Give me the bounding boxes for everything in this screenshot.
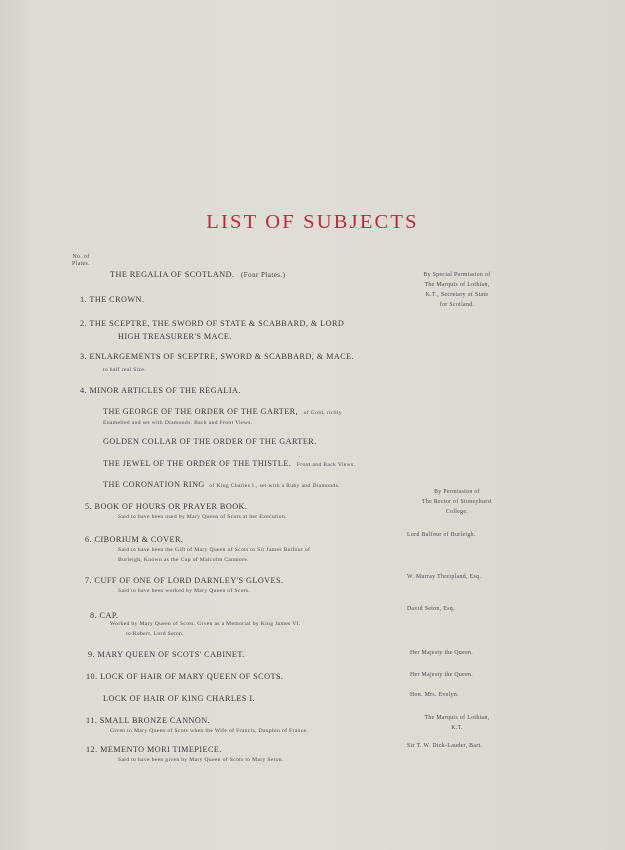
list-item: 1. THE CROWN. [80,295,145,304]
list-item: 2. THE SCEPTRE, THE SWORD OF STATE & SCABBARD, & LORD [80,319,345,328]
sub-item: THE GEORGE OF THE ORDER OF THE GARTER, of Gold, richly [103,407,342,416]
regalia-credit: By Special Permission of The Marquis of Lothian, K.T., Secretary of State for Scotland. [423,272,491,308]
item-credit: Her Majesty the Queen. [410,672,474,678]
item-note: Enamelled and set with Diamonds. Back and Front Views. [103,420,253,426]
item-note: Said to have been given by Mary Queen of Scots to Mary Seton. [118,757,284,763]
list-item: 3. ENLARGEMENTS OF SCEPTRE, SWORD & SCABBARD, & MACE. [80,352,355,361]
list-item: 11. SMALL BRONZE CANNON. [86,716,211,725]
list-item: 10. LOCK OF HAIR OF MARY QUEEN OF SCOTS. [86,672,284,681]
item-note: Given to Mary Queen of Scots when the Wife of Francis, Dauphin of France. [110,728,309,734]
item-note: Worked by Mary Queen of Scots. Given as a Memorial by King James VI. [110,621,301,627]
item-credit: By Permission of The Rector of Stoneyhurst College. [421,489,493,515]
sub-item: GOLDEN COLLAR OF THE ORDER OF THE GARTER. [103,437,317,446]
list-item: 5. BOOK OF HOURS OR PRAYER BOOK. [85,502,248,511]
list-item: 4. MINOR ARTICLES OF THE REGALIA. [80,386,241,395]
regalia-heading: THE REGALIA OF SCOTLAND. (Four Plates.) [110,270,286,279]
list-item: LOCK OF HAIR OF KING CHARLES I. [103,694,256,703]
item-credit: Hon. Mrs. Evelyn. [410,692,459,698]
list-item: 12. MEMENTO MORI TIMEPIECE. [86,745,222,754]
column-label: No. of Plates. [72,254,90,267]
item-note: to Robert, Lord Seton. [126,631,184,637]
item-credit: Her Majesty the Queen. [410,650,474,656]
item-credit: W. Murray Threipland, Esq. [407,574,482,580]
sub-item: THE CORONATION RING of King Charles I., set with a Ruby and Diamonds. [103,480,340,489]
item-credit: Sir T. W. Dick-Lauder, Bart. [407,743,483,749]
item-credit: David Seton, Esq. [407,606,455,612]
item-credit: Lord Balfour of Burleigh. [407,532,476,538]
list-item: 7. CUFF OF ONE OF LORD DARNLEY'S GLOVES. [85,576,284,585]
item-note: Said to have been the Gift of Mary Queen of Scots to Sir James Balfour of [118,547,311,553]
item-note: Said to have been worked by Mary Queen of Scots. [118,588,251,594]
list-item: 9. MARY QUEEN OF SCOTS' CABINET. [88,650,245,659]
item-credit: The Marquis of Lothian, K.T. [424,715,490,731]
list-item: 6. CIBORIUM & COVER. [85,535,184,544]
list-item: 8. CAP. [90,611,119,620]
page-title: LIST OF SUBJECTS [206,211,419,233]
list-item-continuation: HIGH TREASURER'S MACE. [118,332,232,341]
sub-item: THE JEWEL OF THE ORDER OF THE THISTLE. Front and Back Views. [103,459,356,468]
item-note: Said to have been used by Mary Queen of Scots at her Execution. [118,514,287,520]
item-note: Burleigh, Known as the Cup of Malcolm Canmore. [118,557,249,563]
item-note: to half real Size. [103,367,146,373]
